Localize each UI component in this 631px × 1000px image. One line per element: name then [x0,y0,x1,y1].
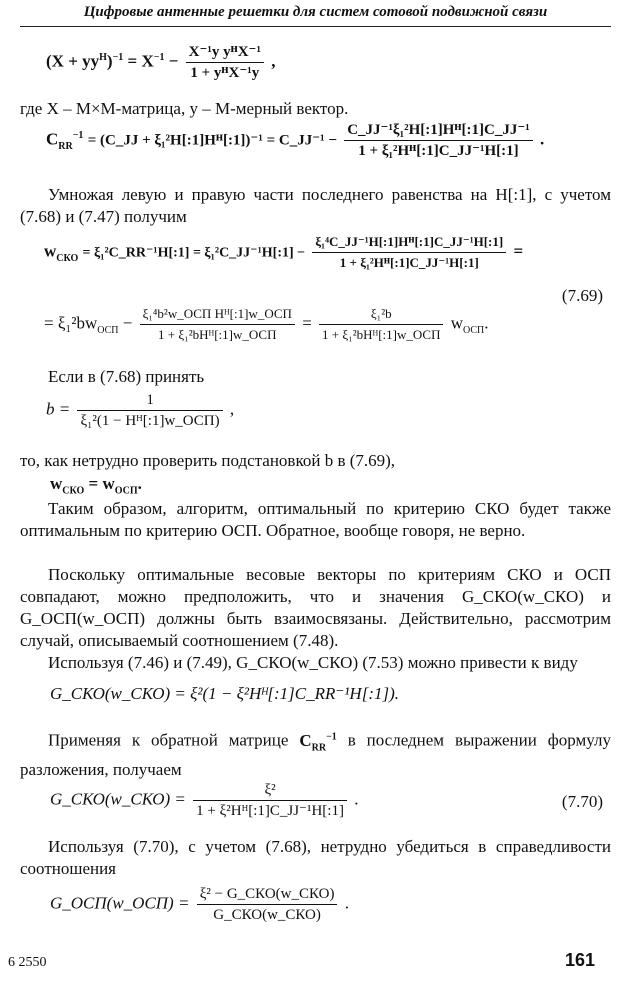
eq4-lhs: b = [46,399,71,419]
eq3-line2-fraction-2 [319,304,443,345]
eq4-tail: , [229,399,235,419]
eq4-numerator: 1 [77,390,222,411]
applying-matrix-base: C [299,730,312,750]
eq4-fraction [77,390,222,431]
eq1-x-pow: −1 [153,51,165,63]
eq3-line2-tail-sub: ОСП [463,324,485,336]
equation-3-line-2 [44,304,489,345]
paragraph-since: Поскольку оптимальные весовые векторы по критериям СКО и ОСП совпадают, можно предположить, что и значения G_СКО(w_СКО) и G_ОСП(w_ОСП) должны быть взаимосвязаны. Действительно, рассмотрим случай, описываемый соотношением (7.48). [20,565,611,650]
eq8-numerator: ξ² − G_СКО(w_СКО) [197,884,338,905]
equation-8 [50,884,349,925]
eq1-lhs-pow: −1 [112,51,124,63]
print-signature: 6 2550 [8,955,47,970]
eq3-line1-denominator: 1 + ξ₁²Hᴴ[:1]C_JJ⁻¹H[:1] [339,255,479,270]
eq3-line2-eq: = [302,313,312,333]
eq7-fraction [193,780,347,821]
eq4-denominator: ξ₁²(1 − Hᴴ[:1]w_ОСП) [80,413,220,429]
paragraph-multiply: Умножая левую и правую части последнего равенства на H[:1], с учетом (7.68) и (7.47) получим [20,185,611,226]
paragraph-using-2: Используя (7.70), с учетом (7.68), нетрудно убедиться в справедливости соотношения [20,837,611,878]
eq3-w-sub: СКО [56,252,79,264]
eq2-lhs-sub: RR [58,140,73,152]
eq3-line2-numerator-2: ξ₁²b [319,304,443,325]
eq3-line2-minus: − [122,313,133,333]
eq8-lhs: G_ОСП(w_ОСП) = [50,893,190,913]
eq2-lhs-sup: −1 [72,129,84,141]
eq2-numerator: C_JJ⁻¹ξ₁²H[:1]Hᴴ[:1]C_JJ⁻¹ [344,120,533,141]
page-number: 161 [564,950,595,970]
eq5-b-sub: ОСП [114,485,138,497]
text-as-easily: то, как нетрудно проверить подстановкой b в (7.69), [20,451,396,470]
paragraph-thus: Таким образом, алгоритм, оптимальный по критерию СКО будет также оптимальным по критерию ОСП. Обратное, вообще говоря, не верно. [20,499,611,540]
eq7-lhs: G_СКО(w_СКО) = [50,789,186,809]
eq8-fraction [197,884,338,925]
eq1-minus: − [168,51,179,71]
eq2-tail: . [540,129,545,149]
eq3-line2-a: = ξ₁²bw [44,313,98,333]
eq5-eq: = w [88,474,115,493]
equation-number-7-69: (7.69) [561,286,603,305]
eq5-a: w [50,474,63,493]
eq3-line2-numerator-1: ξ₁⁴b²w_ОСП Hᴴ[:1]w_ОСП [140,304,295,325]
equation-3-line-1 [44,232,523,273]
eq2-lhs: C [46,129,59,149]
eq3-line2-fraction-1 [140,304,295,345]
applying-matrix-sub: RR [311,742,327,754]
eq3-line2-a-sub: ОСП [97,324,119,336]
eq1-tail: , [271,51,276,71]
eq3-line2-dot: . [484,313,489,333]
eq3-w: w [44,241,57,261]
eq3-line2-tail: w [450,313,464,333]
eq1-fraction [186,42,264,83]
text-if: Если в (7.68) принять [48,367,205,386]
eq3-line1-numerator: ξ₁⁴C_JJ⁻¹H[:1]Hᴴ[:1]C_JJ⁻¹H[:1] [312,232,506,253]
running-header: Цифровые антенные решетки для систем сотовой подвижной связи [20,4,611,27]
eq1-lhs: (X + yy [46,51,100,71]
eq5-a-sub: СКО [62,485,85,497]
eq2-denominator: 1 + ξ₁²Hᴴ[:1]C_JJ⁻¹H[:1] [358,143,519,159]
eq3-line2-denominator-2: 1 + ξ₁²bHᴴ[:1]w_ОСП [322,327,441,342]
eq1-lhs-sup: H [99,51,107,63]
text-where: где X – M×M-матрица, y – M-мерный вектор. [20,99,349,118]
eq3-line1-tail: = [513,241,524,261]
equation-7 [50,780,358,821]
eq3-line1-fraction [312,232,506,273]
eq8-denominator: G_СКО(w_СКО) [213,907,321,923]
eq7-dot: . [354,789,359,809]
equation-1 [46,42,275,83]
eq1-lhs-close: ) [106,51,113,71]
eq1-eq: = X [127,51,154,71]
eq2-mid: = (C_JJ + ξ₁²H[:1]Hᴴ[:1])⁻¹ = C_JJ⁻¹ − [87,132,337,149]
eq3-line1-mid: = ξ₁²C_RR⁻¹H[:1] = ξ₁²C_JJ⁻¹H[:1] − [82,245,306,261]
eq1-numerator: X⁻¹y yᴴX⁻¹ [186,42,264,63]
equation-6: G_СКО(w_СКО) = ξ²(1 − ξ²Hᴴ[:1]C_RR⁻¹H[:1]). [50,684,400,703]
eq7-numerator: ξ² [193,780,347,801]
equation-5 [50,474,142,496]
applying-matrix [299,730,337,754]
eq3-line2-denominator-1: 1 + ξ₁²bHᴴ[:1]w_ОСП [158,327,277,342]
applying-matrix-sup: −1 [326,731,337,742]
applying-text-a: Применяя к обратной матрице [48,730,289,750]
eq2-fraction [344,120,533,161]
equation-4 [46,390,234,431]
equation-number-7-70: (7.70) [561,792,603,811]
equation-2 [46,120,544,161]
eq1-denominator: 1 + yᴴX⁻¹y [190,65,260,81]
applying-text-b: в последнем выражении формулу разложения, получаем [20,730,611,780]
paragraph-using-1: Используя (7.46) и (7.49), G_СКО(w_СКО) (7.53) можно привести к виду [48,653,578,672]
eq5-dot: . [137,474,142,493]
eq8-dot: . [344,893,349,913]
eq7-denominator: 1 + ξ²Hᴴ[:1]C_JJ⁻¹H[:1] [196,803,344,819]
paragraph-applying [20,726,611,781]
